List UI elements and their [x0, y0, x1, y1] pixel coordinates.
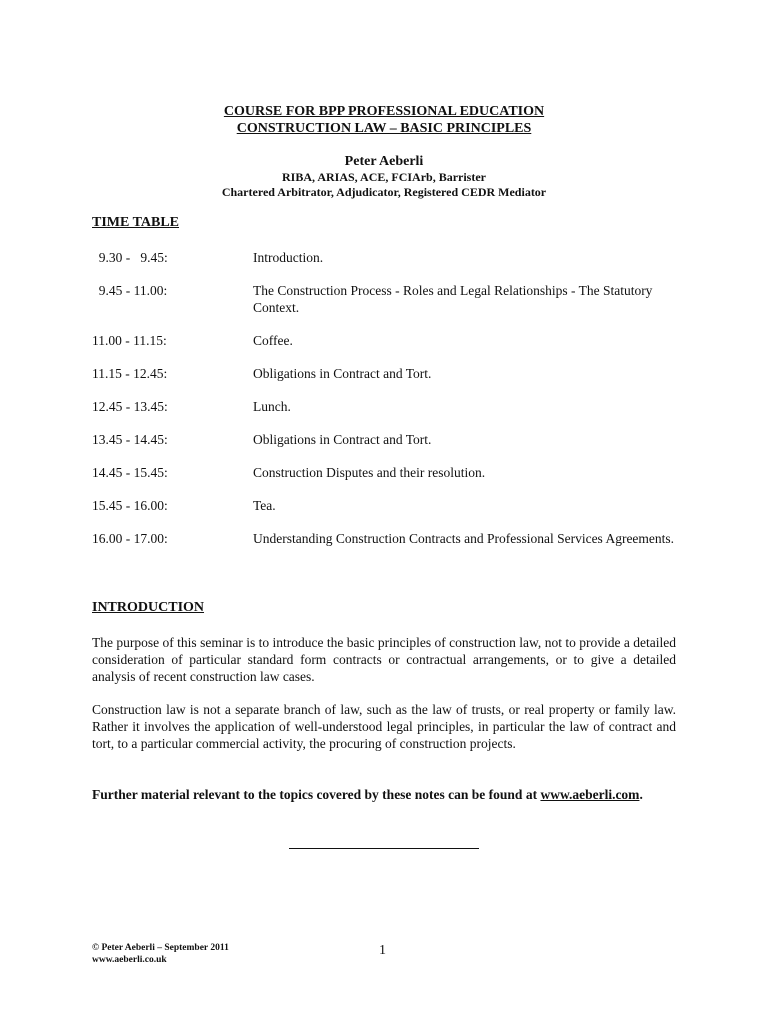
timetable-row — [92, 497, 682, 514]
timetable-row — [92, 365, 682, 382]
timetable-row — [92, 282, 682, 316]
timetable-topic: Obligations in Contract and Tort. — [253, 432, 432, 447]
timetable-heading: TIME TABLE — [92, 215, 180, 230]
section-divider — [289, 848, 479, 849]
timetable-row — [92, 464, 682, 481]
timetable-time: 13.45 - 14.45: — [92, 432, 168, 447]
sentence-end: . — [639, 787, 643, 802]
timetable-time: 14.45 - 15.45: — [92, 465, 168, 480]
timetable-row — [92, 332, 682, 349]
timetable-topic: Understanding Construction Contracts and Professional Services Agreements. — [253, 531, 675, 546]
introduction-heading: INTRODUCTION — [92, 600, 205, 615]
author-qualifications: RIBA, ARIAS, ACE, FCIArb, Barrister — [282, 170, 486, 184]
website-link[interactable]: www.aeberli.com — [540, 787, 640, 802]
intro-paragraph-2: Construction law is not a separate branch of law, such as the law of trusts, or real property or family law. Rather it involves the application of well-understood legal principles, in particular the law of contract and tort, to a particular commercial activity, the procuring of construction projects. — [92, 702, 676, 751]
footer-website: www.aeberli.co.uk — [92, 955, 167, 965]
timetable-time: 16.00 - 17.00: — [92, 531, 168, 546]
document-header — [0, 103, 768, 200]
intro-paragraph-3 — [92, 786, 676, 803]
author-roles: Chartered Arbitrator, Adjudicator, Registered CEDR Mediator — [221, 185, 547, 199]
timetable-row — [92, 249, 682, 266]
footer-info — [92, 942, 229, 966]
timetable-time: 12.45 - 13.45: — [92, 399, 168, 414]
timetable-row — [92, 398, 682, 415]
timetable-time: 9.30 - 9.45: — [92, 250, 168, 265]
copyright-notice: © Peter Aeberli – September 2011 — [92, 943, 229, 953]
timetable-topic: Obligations in Contract and Tort. — [253, 366, 432, 381]
timetable-topic: The Construction Process - Roles and Legal Relationships - The Statutory Context. — [253, 283, 653, 315]
course-title: COURSE FOR BPP PROFESSIONAL EDUCATION — [223, 104, 545, 119]
page-number: 1 — [379, 943, 386, 958]
course-subtitle: CONSTRUCTION LAW – BASIC PRINCIPLES — [236, 121, 532, 136]
timetable — [92, 249, 682, 563]
timetable-time: 9.45 - 11.00: — [92, 283, 168, 298]
timetable-topic: Tea. — [253, 498, 276, 513]
timetable-topic: Introduction. — [253, 250, 324, 265]
author-name: Peter Aeberli — [344, 154, 424, 169]
timetable-topic: Lunch. — [253, 399, 291, 414]
timetable-time: 11.15 - 12.45: — [92, 366, 168, 381]
intro-paragraph-1: The purpose of this seminar is to introduce the basic principles of construction law, not to provide a detailed consideration of particular standard form contracts or contractual arrangements, or to give a detailed analysis of recent construction law cases. — [92, 635, 676, 684]
timetable-topic: Construction Disputes and their resolution. — [253, 465, 486, 480]
timetable-row — [92, 530, 682, 547]
timetable-topic: Coffee. — [253, 333, 293, 348]
timetable-time: 11.00 - 11.15: — [92, 333, 167, 348]
timetable-row — [92, 431, 682, 448]
further-material-text: Further material relevant to the topics covered by these notes can be found at — [92, 787, 538, 802]
timetable-time: 15.45 - 16.00: — [92, 498, 168, 513]
